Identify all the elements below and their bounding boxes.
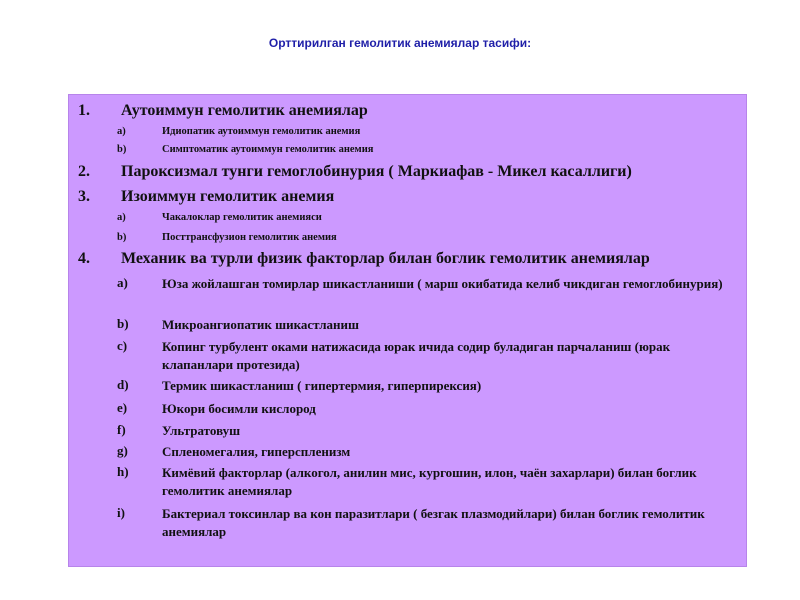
item-number: d) — [117, 377, 129, 392]
item-number: c) — [117, 338, 128, 353]
item-number: b) — [117, 232, 127, 243]
item-text: Юза жойлашган томирлар шикастланиши ( марш окибатида келиб чикдиган гемоглобинурия) — [162, 276, 723, 291]
item-text: Ультратовуш — [162, 423, 241, 438]
item-text: Аутоиммун гемолитик анемиялар — [121, 102, 368, 119]
item-number: e) — [117, 400, 128, 415]
item-text: Симптоматик аутоиммун гемолитик анемия — [162, 144, 374, 155]
item-number: 1. — [78, 102, 90, 119]
item-number: b) — [117, 144, 127, 155]
item-text: Кимёвий факторлар (алкогол, анилин мис, кургошин, илон, чаён захарлари) билан боглик гемолитик анемиялар — [162, 465, 697, 498]
item-text: Чакалоклар гемолитик анемияси — [162, 212, 322, 223]
item-number: i) — [117, 505, 125, 520]
item-text: Термик шикастланиш ( гипертермия, гиперпирексия) — [162, 378, 482, 393]
item-text: Копинг турбулент оками натижасида юрак ичида содир буладиган парчаланиш (юрак клапанлари протезида) — [162, 339, 671, 372]
item-number: 3. — [78, 188, 90, 205]
item-number: b) — [117, 316, 129, 331]
classification-list — [68, 94, 747, 567]
item-number: h) — [117, 464, 129, 479]
page-title: Орттирилган гемолитик анемиялар тасифи: — [268, 36, 532, 50]
item-text: Бактериал токсинлар ва кон паразитлари ( безгак плазмодийлари) билан боглик гемолитик анемиялар — [162, 506, 705, 539]
item-text: Идиопатик аутоиммун гемолитик анемия — [162, 126, 361, 137]
item-number: g) — [117, 443, 128, 458]
item-number: a) — [117, 126, 126, 137]
item-text: Микроангиопатик шикастланиш — [162, 317, 359, 332]
item-text: Изоиммун гемолитик анемия — [121, 188, 335, 205]
item-number: 4. — [78, 250, 90, 267]
item-number: 2. — [78, 163, 90, 180]
item-text: Юкори босимли кислород — [162, 401, 316, 416]
item-text: Пароксизмал тунги гемоглобинурия ( Маркиафав - Микел касаллиги) — [121, 163, 632, 180]
item-text: Посттрансфузион гемолитик анемия — [162, 232, 337, 243]
item-number: a) — [117, 275, 128, 290]
item-number: a) — [117, 212, 126, 223]
item-text: Спленомегалия, гиперспленизм — [162, 444, 351, 459]
item-text: Механик ва турли физик факторлар билан боглик гемолитик анемиялар — [121, 250, 650, 267]
item-number: f) — [117, 422, 126, 437]
